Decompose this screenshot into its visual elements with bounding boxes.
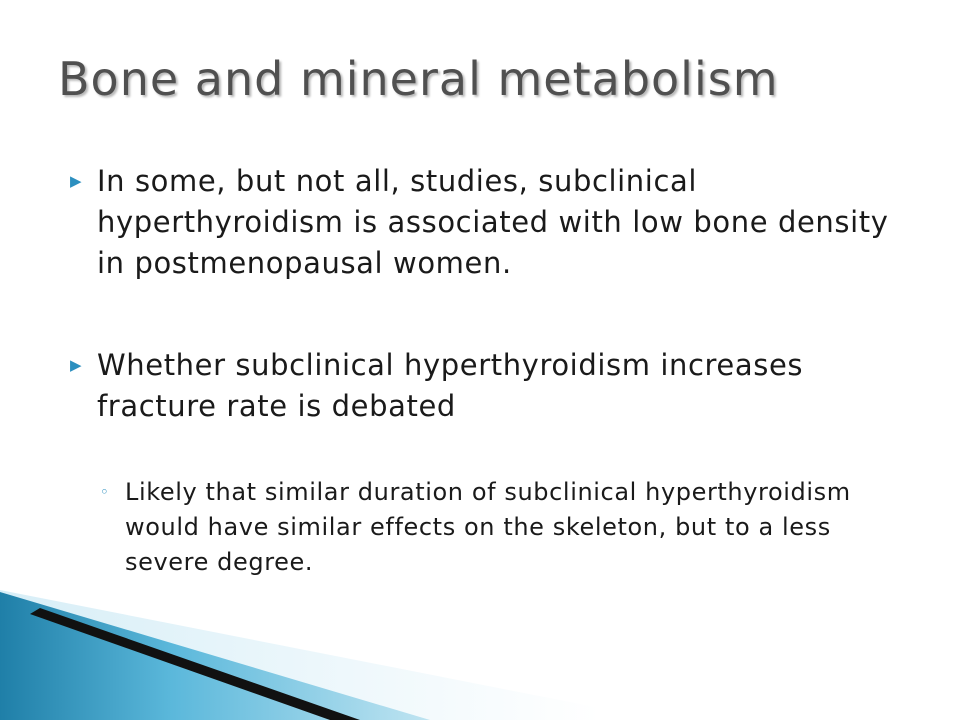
triangle-bullet-icon: ▶ (70, 356, 83, 374)
bullet-item-2 (70, 345, 890, 427)
triangle-bullet-icon: ▶ (70, 172, 83, 190)
bullet-item-1 (70, 161, 890, 284)
decorative-swoosh (0, 590, 600, 720)
bullet-text-2: Whether subclinical hyperthyroidism increases fracture rate is debated (97, 348, 804, 423)
sub-bullet-text-1: Likely that similar duration of subclinical hyperthyroidism would have similar effects on the skeleton, but to a less severe degree. (125, 478, 851, 576)
sub-bullet-item-1 (100, 475, 890, 580)
bullet-text-1: In some, but not all, studies, subclinical hyperthyroidism is associated with low bone density in postmenopausal women. (97, 164, 889, 280)
circle-bullet-icon: ◦ (100, 483, 110, 501)
slide-title: Bone and mineral metabolism (58, 52, 779, 106)
